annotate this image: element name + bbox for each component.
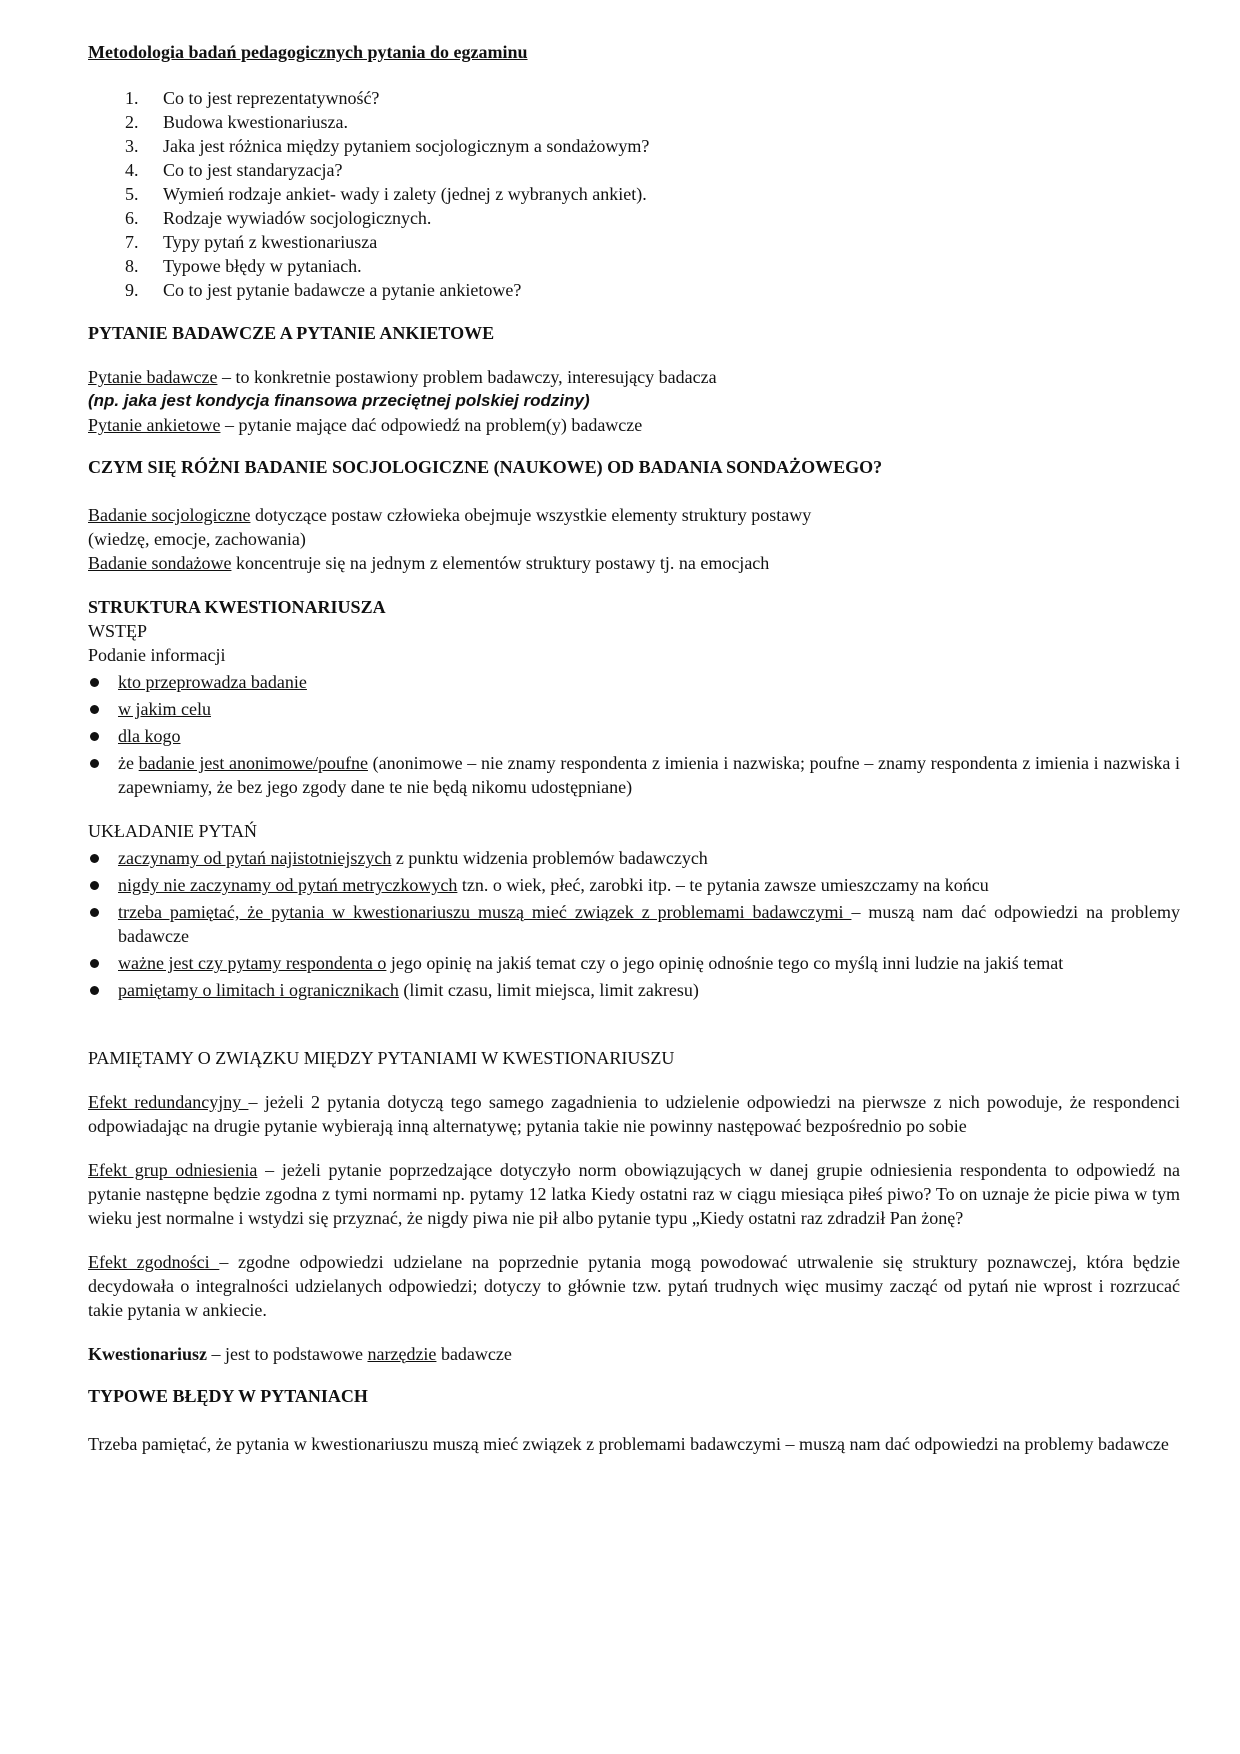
list-item: zaczynamy od pytań najistotniejszych z punktu widzenia problemów badawczych <box>88 846 1180 870</box>
section-heading-difference: CZYM SIĘ RÓŻNI BADANIE SOCJOLOGICZNE (NAUKOWE) OD BADANIA SONDAŻOWEGO? <box>88 457 883 477</box>
paragraph-consistency-effect: Efekt zgodności – zgodne odpowiedzi udzielane na poprzednie pytania mogą powodować utrwalenie się struktury poznawczej, która będzie decydowała o integralności udzielanych odpowiedzi; dotyczy to głównie tzw. pytań trudnych więc musimy zacząć od pytań nie wprost i rozrzucać takie pytania w ankiecie. <box>88 1252 1180 1320</box>
definition-sociological-study: Badanie socjologiczne dotyczące postaw człowieka obejmuje wszystkie elementy struktury postawy <box>88 505 812 525</box>
bullet-icon <box>90 678 99 687</box>
bullet-icon <box>90 908 99 917</box>
intro-bullet-list <box>88 670 1180 799</box>
bullet-icon <box>90 881 99 890</box>
list-item: kto przeprowadza badanie <box>88 670 1180 694</box>
paragraph-typical-errors: Trzeba pamiętać, że pytania w kwestionariuszu muszą mieć związek z problemami badawczymi – muszą nam dać odpowiedzi na problemy badawcze <box>88 1434 1169 1454</box>
document-page <box>88 40 1180 1456</box>
bullet-icon <box>90 854 99 863</box>
bullet-icon <box>90 705 99 714</box>
section-heading-relations: PAMIĘTAMY O ZWIĄZKU MIĘDZY PYTANIAMI W KWESTIONARIUSZU <box>88 1048 675 1068</box>
list-item: pamiętamy o limitach i ogranicznikach (limit czasu, limit miejsca, limit zakresu) <box>88 978 1180 1002</box>
section-heading-typical-errors: TYPOWE BŁĘDY W PYTANIACH <box>88 1386 368 1406</box>
list-item: 9. Co to jest pytanie badawcze a pytanie ankietowe? <box>125 280 522 300</box>
list-item: 1. Co to jest reprezentatywność? <box>125 88 380 108</box>
list-item: że badanie jest anonimowe/poufne (anonimowe – nie znamy respondenta z imienia i nazwiska; poufne – znamy respondenta z imienia i nazwiska i zapewniamy, że bez jego zgody dane te nie będą nikomu udostępniane) <box>88 751 1180 799</box>
ordering-bullet-list <box>88 846 1180 1002</box>
list-item: trzeba pamiętać, że pytania w kwestionariuszu muszą mieć związek z problemami badawczymi – muszą nam dać odpowiedzi na problemy badawcze <box>88 900 1180 948</box>
exam-questions-list <box>88 86 1180 302</box>
bullet-icon <box>90 986 99 995</box>
list-item: ważne jest czy pytamy respondenta o jego opinię na jakiś temat czy o jego opinię odnośnie tego co myślą inni ludzie na jakiś temat <box>88 951 1180 975</box>
paragraph-questionnaire-definition: Kwestionariusz – jest to podstawowe narzędzie badawcze <box>88 1344 512 1364</box>
section-heading-structure: STRUKTURA KWESTIONARIUSZA <box>88 597 386 617</box>
definition-survey-study: Badanie sondażowe koncentruje się na jednym z elementów struktury postawy tj. na emocjach <box>88 553 770 573</box>
subheading-ordering: UKŁADANIE PYTAŃ <box>88 821 258 841</box>
list-item: 3. Jaka jest różnica między pytaniem socjologicznym a sondażowym? <box>125 136 650 156</box>
list-item: 5. Wymień rodzaje ankiet- wady i zalety (jednej z wybranych ankiet). <box>125 184 647 204</box>
list-item: 4. Co to jest standaryzacja? <box>125 160 343 180</box>
subheading-intro: WSTĘP <box>88 621 148 641</box>
bullet-icon <box>90 959 99 968</box>
paragraph-redundancy-effect: Efekt redundancyjny – jeżeli 2 pytania dotyczą tego samego zagadnienia to udzielenie odpowiedzi na pierwsze z nich powoduje, że respondenci odpowiadając na drugie pytanie wybierają inną alternatywę; pytania takie nie powinny następować bezpośrednio po sobie <box>88 1092 1180 1136</box>
list-item: 2. Budowa kwestionariusza. <box>125 112 348 132</box>
list-item: nigdy nie zaczynamy od pytań metryczkowych tzn. o wiek, płeć, zarobki itp. – te pytania zawsze umieszczamy na końcu <box>88 873 1180 897</box>
list-item: w jakim celu <box>88 697 1180 721</box>
list-item: 7. Typy pytań z kwestionariusza <box>125 232 378 252</box>
definition-sociological-study-cont: (wiedzę, emocje, zachowania) <box>88 529 306 549</box>
bullet-icon <box>90 732 99 741</box>
list-item: 6. Rodzaje wywiadów socjologicznych. <box>125 208 432 228</box>
document-title: Metodologia badań pedagogicznych pytania do egzaminu <box>88 42 528 62</box>
list-item: 8. Typowe błędy w pytaniach. <box>125 256 362 276</box>
list-item: dla kogo <box>88 724 1180 748</box>
bullet-icon <box>90 759 99 768</box>
paragraph-reference-group-effect: Efekt grup odniesienia – jeżeli pytanie poprzedzające dotyczyło norm obowiązujących w danej grupie odniesienia respondenta to odpowiedź na pytanie następne będzie zgodna z tymi normami np. pytamy 12 latka Kiedy ostatni raz w ciągu miesiąca piłeś piwo? To on uznaje że picie piwa w tym wieku jest normalne i wstydzi się przyznać, że nigdy piwa nie pił albo pytanie typu „Kiedy ostatni raz zdradził Pan żonę? <box>88 1160 1180 1228</box>
intro-text: Podanie informacji <box>88 645 226 665</box>
definition-survey-question: Pytanie ankietowe – pytanie mające dać odpowiedź na problem(y) badawcze <box>88 415 643 435</box>
example-text: (np. jaka jest kondycja finansowa przeciętnej polskiej rodziny) <box>88 391 590 410</box>
section-heading-research-question: PYTANIE BADAWCZE A PYTANIE ANKIETOWE <box>88 323 495 343</box>
definition-research-question: Pytanie badawcze – to konkretnie postawiony problem badawczy, interesujący badacza <box>88 367 717 387</box>
